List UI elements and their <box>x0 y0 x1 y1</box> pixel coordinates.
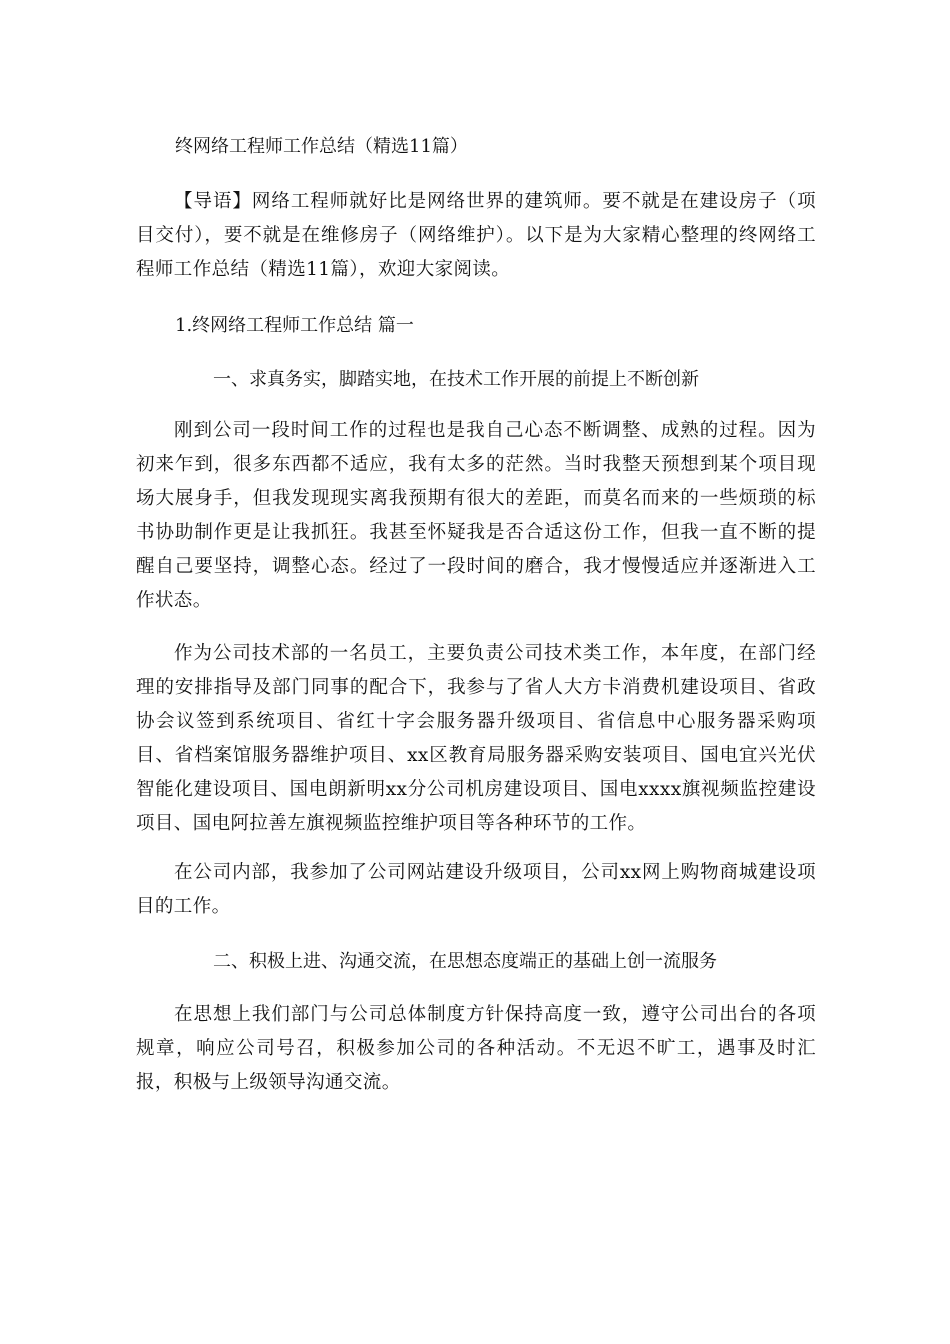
body-paragraph: 在公司内部，我参加了公司网站建设升级项目，公司xx网上购物商城建设项目的工作。 <box>136 862 816 917</box>
body-paragraph: 作为公司技术部的一名员工，主要负责公司技术类工作，本年度，在部门经理的安排指导及部门同事的配合下，我参与了省人大方卡消费机建设项目、省政协会议签到系统项目、省红十字会服务器升级项目、省信息中心服务器采购项目、省档案馆服务器维护项目、xx区教育局服务器采购安装项目、国电宜兴光伏智能化建设项目、国电朗新明xx分公司机房建设项目、国电xxxx旗视频监控建设项目、国电阿拉善左旗视频监控维护项目等各种环节的工作。 <box>136 643 816 834</box>
section-title: 1.终网络工程师工作总结 篇一 <box>175 315 414 336</box>
body-paragraph: 刚到公司一段时间工作的过程也是我自己心态不断调整、成熟的过程。因为初来乍到，很多东西都不适应，我有太多的茫然。当时我整天预想到某个项目现场大展身手，但我发现现实离我预期有很大的差距，而莫名而来的一些烦琐的标书协助制作更是让我抓狂。我甚至怀疑我是否合适这份工作，但我一直不断的提醒自己要坚持，调整心态。经过了一段时间的磨合，我才慢慢适应并逐渐进入工作状态。 <box>136 420 816 611</box>
intro-paragraph: 【导语】网络工程师就好比是网络世界的建筑师。要不就是在建设房子（项目交付），要不就是在维修房子（网络维护）。以下是为大家精心整理的终网络工程师工作总结（精选11篇），欢迎大家阅读。 <box>136 191 816 280</box>
body-paragraph: 在思想上我们部门与公司总体制度方针保持高度一致，遵守公司出台的各项规章，响应公司号召，积极参加公司的各种活动。不无迟不旷工，遇事及时汇报，积极与上级领导沟通交流。 <box>136 1004 816 1093</box>
document-title: 终网络工程师工作总结（精选11篇） <box>175 136 468 157</box>
subheading-two: 二、积极上进、沟通交流，在思想态度端正的基础上创一流服务 <box>213 951 717 972</box>
subheading-one: 一、求真务实，脚踏实地，在技术工作开展的前提上不断创新 <box>213 369 699 390</box>
